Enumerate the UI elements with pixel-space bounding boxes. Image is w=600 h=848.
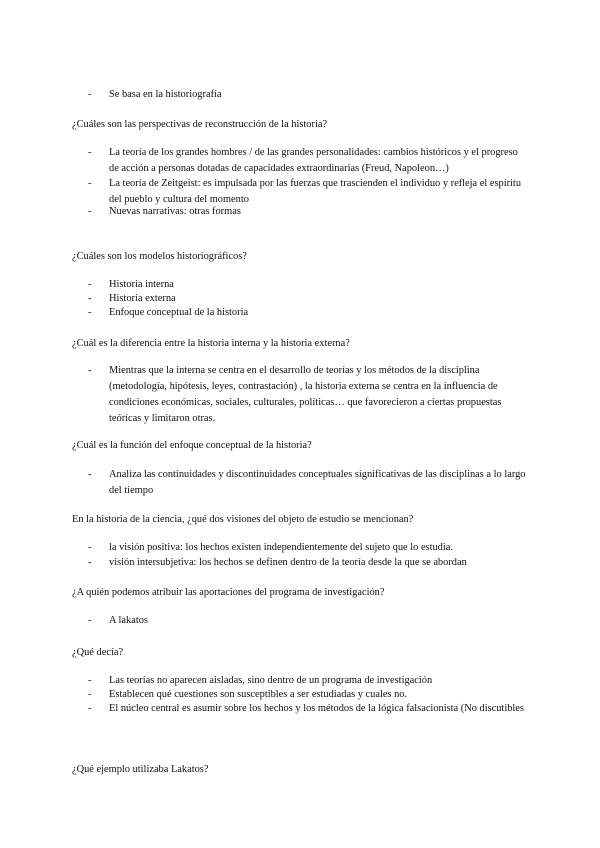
list-item [88, 363, 528, 427]
bullet-dash: - [88, 615, 92, 626]
list-item-text: El núcleo central es asumir sobre los hechos y los métodos de la lógica falsacionista (No discutibles [109, 703, 524, 714]
list-item-text: Se basa en la historiografía [109, 89, 222, 100]
bullet-dash: - [88, 703, 92, 714]
list-item-text: Las teorías no aparecen aisladas, sino dentro de un programa de investigación [109, 675, 433, 686]
list-item-text: visión intersubjetiva: los hechos se definen dentro de la teoría desde la que se abordan [109, 557, 467, 568]
list-item-text: Nuevas narrativas: otras formas [109, 206, 241, 217]
list-item-text: A lakatos [109, 615, 148, 626]
bullet-dash: - [88, 178, 92, 189]
question-heading: ¿Qué ejemplo utilizaba Lakatos? [72, 764, 209, 775]
list-item-text: Enfoque conceptual de la historia [109, 307, 249, 318]
bullet-dash: - [88, 307, 92, 318]
list-item-text: la visión positiva: los hechos existen independientemente del sujeto que lo estudia. [109, 542, 453, 553]
bullet-dash: - [88, 293, 92, 304]
list-item-text: La teoría de los grandes hombres / de las grandes personalidades: cambios históricos y el progreso de acción a personas dotadas de capacidades extraordinarias (Freud, Napoleon…) [109, 147, 518, 174]
bullet-dash: - [88, 689, 92, 700]
bullet-dash: - [88, 147, 92, 158]
list-item-text: Mientras que la interna se centra en el desarrollo de teorías y los métodos de la disciplina (metodología, hipótesis, leyes, contrastación) , la historia externa se centra en la influencia de condiciones económicas, sociales, culturales, políticas… que favorecieron a ciertas propuestas teóricas y limitaron otras. [109, 365, 502, 424]
list-item-text: Historia interna [109, 279, 174, 290]
bullet-dash: - [88, 675, 92, 686]
question-heading: ¿Cuál es la diferencia entre la historia interna y la historia externa? [72, 338, 350, 349]
bullet-dash: - [88, 469, 92, 480]
bullet-dash: - [88, 542, 92, 553]
bullet-dash: - [88, 89, 92, 100]
list-item [88, 467, 528, 499]
question-heading: En la historia de la ciencia, ¿qué dos visiones del objeto de estudio se mencionan? [72, 514, 414, 525]
list-item [88, 145, 528, 177]
bullet-dash: - [88, 365, 92, 376]
list-item-text: Historia externa [109, 293, 176, 304]
list-item [88, 701, 528, 733]
bullet-dash: - [88, 557, 92, 568]
bullet-dash: - [88, 206, 92, 217]
question-heading: ¿A quién podemos atribuir las aportaciones del programa de investigación? [72, 587, 385, 598]
question-heading: ¿Qué decía? [72, 647, 124, 658]
list-item-text: Establecen qué cuestiones son susceptibles a ser estudiadas y cuales no. [109, 689, 408, 700]
question-heading: ¿Cuál es la función del enfoque conceptual de la historia? [72, 440, 312, 451]
list-item-text: Analiza las continuidades y discontinuidades conceptuales significativas de las disciplinas a lo largo del tiempo [109, 469, 526, 496]
question-heading: ¿Cuáles son las perspectivas de reconstrucción de la historia? [72, 119, 328, 130]
list-item-text: La teoría de Zeitgeist: es impulsada por las fuerzas que trascienden el individuo y refleja el espíritu del pueblo y cultura del momento [109, 178, 522, 205]
bullet-dash: - [88, 279, 92, 290]
question-heading: ¿Cuáles son los modelos historiográficos? [72, 251, 247, 262]
